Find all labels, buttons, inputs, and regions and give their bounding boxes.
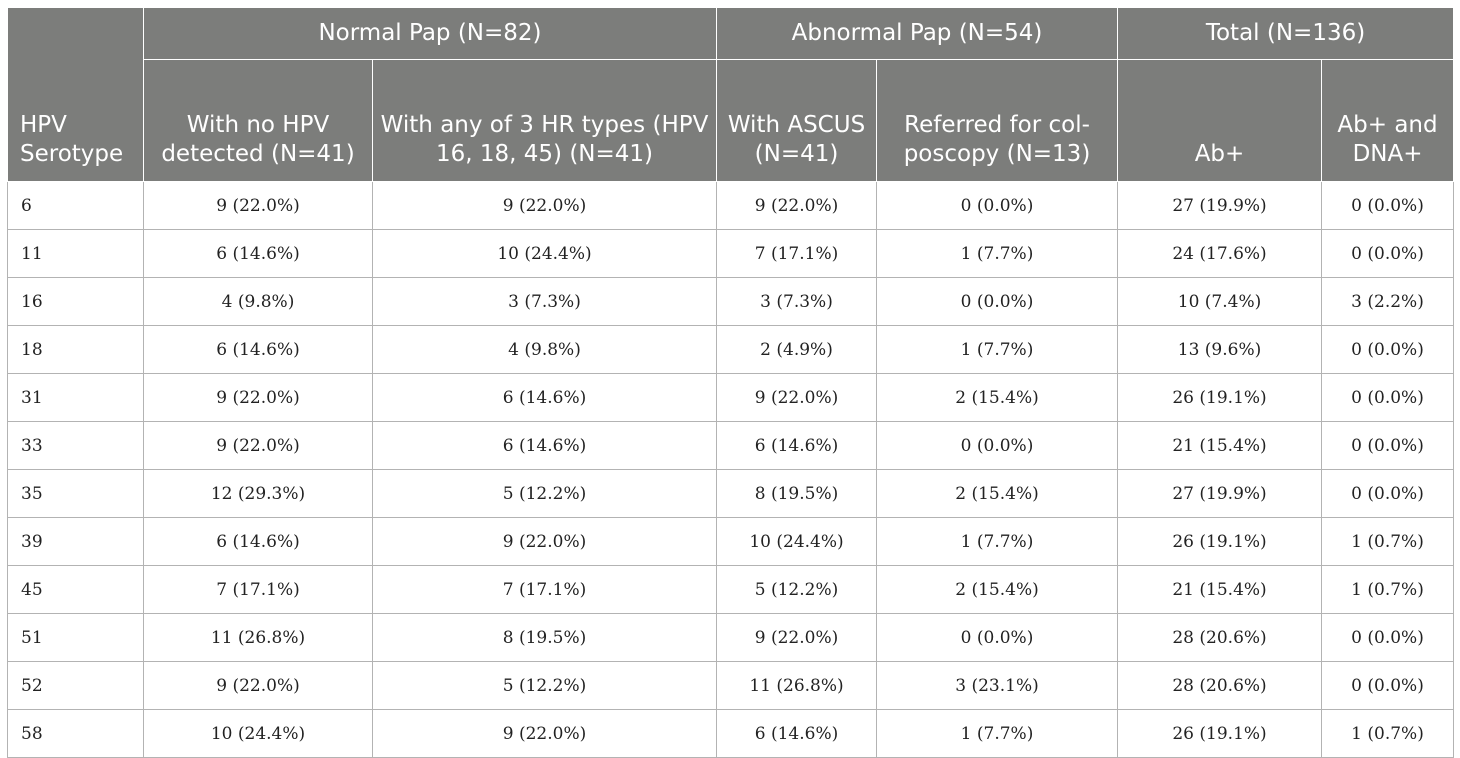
table-row bbox=[8, 278, 1454, 326]
no-hpv-cell: 7 (17.1%) bbox=[144, 566, 373, 614]
no-hpv-cell: 6 (14.6%) bbox=[144, 518, 373, 566]
ab-positive-cell: 28 (20.6%) bbox=[1118, 662, 1322, 710]
hpv-serotype-header: HPV Serotype bbox=[8, 8, 144, 182]
table-row bbox=[8, 422, 1454, 470]
ascus-cell: 7 (17.1%) bbox=[717, 230, 877, 278]
table-row bbox=[8, 566, 1454, 614]
ascus-cell: 5 (12.2%) bbox=[717, 566, 877, 614]
table-container bbox=[7, 7, 1454, 758]
hr-types-cell: 9 (22.0%) bbox=[373, 710, 717, 758]
ascus-cell: 10 (24.4%) bbox=[717, 518, 877, 566]
col-header-colposcopy: Referred for col-poscopy (N=13) bbox=[877, 60, 1118, 182]
colposcopy-cell: 2 (15.4%) bbox=[877, 374, 1118, 422]
group-header-total: Total (N=136) bbox=[1118, 8, 1454, 60]
subcolumn-header-row bbox=[8, 60, 1454, 182]
col-header-ascus: With ASCUS (N=41) bbox=[717, 60, 877, 182]
no-hpv-cell: 4 (9.8%) bbox=[144, 278, 373, 326]
ab-positive-cell: 28 (20.6%) bbox=[1118, 614, 1322, 662]
ascus-cell: 6 (14.6%) bbox=[717, 710, 877, 758]
ab-dna-positive-cell: 1 (0.7%) bbox=[1322, 566, 1454, 614]
no-hpv-cell: 6 (14.6%) bbox=[144, 230, 373, 278]
no-hpv-cell: 11 (26.8%) bbox=[144, 614, 373, 662]
hr-types-cell: 4 (9.8%) bbox=[373, 326, 717, 374]
table-row bbox=[8, 326, 1454, 374]
ab-dna-positive-cell: 0 (0.0%) bbox=[1322, 614, 1454, 662]
ab-dna-positive-cell: 1 (0.7%) bbox=[1322, 710, 1454, 758]
serotype-cell: 45 bbox=[8, 566, 144, 614]
hr-types-cell: 6 (14.6%) bbox=[373, 374, 717, 422]
col-header-ab-dna-positive: Ab+ and DNA+ bbox=[1322, 60, 1454, 182]
ab-positive-cell: 26 (19.1%) bbox=[1118, 518, 1322, 566]
serotype-cell: 6 bbox=[8, 182, 144, 230]
table-row bbox=[8, 182, 1454, 230]
ab-positive-cell: 26 (19.1%) bbox=[1118, 374, 1322, 422]
hr-types-cell: 3 (7.3%) bbox=[373, 278, 717, 326]
ascus-cell: 9 (22.0%) bbox=[717, 374, 877, 422]
col-header-hr-types: With any of 3 HR types (HPV 16, 18, 45) (N=41) bbox=[373, 60, 717, 182]
ab-dna-positive-cell: 0 (0.0%) bbox=[1322, 374, 1454, 422]
ab-positive-cell: 27 (19.9%) bbox=[1118, 470, 1322, 518]
ab-dna-positive-cell: 0 (0.0%) bbox=[1322, 230, 1454, 278]
hr-types-cell: 9 (22.0%) bbox=[373, 182, 717, 230]
no-hpv-cell: 6 (14.6%) bbox=[144, 326, 373, 374]
no-hpv-cell: 10 (24.4%) bbox=[144, 710, 373, 758]
serotype-cell: 31 bbox=[8, 374, 144, 422]
ab-positive-cell: 13 (9.6%) bbox=[1118, 326, 1322, 374]
serotype-cell: 35 bbox=[8, 470, 144, 518]
serotype-cell: 51 bbox=[8, 614, 144, 662]
group-header-abnormal-pap: Abnormal Pap (N=54) bbox=[717, 8, 1118, 60]
ab-positive-cell: 21 (15.4%) bbox=[1118, 422, 1322, 470]
ab-dna-positive-cell: 0 (0.0%) bbox=[1322, 326, 1454, 374]
hr-types-cell: 6 (14.6%) bbox=[373, 422, 717, 470]
table-body bbox=[8, 182, 1454, 758]
colposcopy-cell: 0 (0.0%) bbox=[877, 422, 1118, 470]
ab-positive-cell: 26 (19.1%) bbox=[1118, 710, 1322, 758]
hr-types-cell: 8 (19.5%) bbox=[373, 614, 717, 662]
table-row bbox=[8, 710, 1454, 758]
colposcopy-cell: 1 (7.7%) bbox=[877, 710, 1118, 758]
hr-types-cell: 7 (17.1%) bbox=[373, 566, 717, 614]
group-header-normal-pap: Normal Pap (N=82) bbox=[144, 8, 717, 60]
col-header-ab-positive: Ab+ bbox=[1118, 60, 1322, 182]
colposcopy-cell: 1 (7.7%) bbox=[877, 326, 1118, 374]
no-hpv-cell: 9 (22.0%) bbox=[144, 422, 373, 470]
ab-dna-positive-cell: 0 (0.0%) bbox=[1322, 182, 1454, 230]
ascus-cell: 6 (14.6%) bbox=[717, 422, 877, 470]
serotype-cell: 18 bbox=[8, 326, 144, 374]
ascus-cell: 3 (7.3%) bbox=[717, 278, 877, 326]
table-row bbox=[8, 518, 1454, 566]
serotype-cell: 58 bbox=[8, 710, 144, 758]
ascus-cell: 9 (22.0%) bbox=[717, 614, 877, 662]
colposcopy-cell: 0 (0.0%) bbox=[877, 278, 1118, 326]
table-row bbox=[8, 614, 1454, 662]
colposcopy-cell: 3 (23.1%) bbox=[877, 662, 1118, 710]
serotype-cell: 33 bbox=[8, 422, 144, 470]
serotype-cell: 16 bbox=[8, 278, 144, 326]
ab-dna-positive-cell: 0 (0.0%) bbox=[1322, 470, 1454, 518]
ab-positive-cell: 24 (17.6%) bbox=[1118, 230, 1322, 278]
no-hpv-cell: 9 (22.0%) bbox=[144, 662, 373, 710]
table-row bbox=[8, 662, 1454, 710]
serotype-cell: 39 bbox=[8, 518, 144, 566]
ab-positive-cell: 27 (19.9%) bbox=[1118, 182, 1322, 230]
hr-types-cell: 10 (24.4%) bbox=[373, 230, 717, 278]
hr-types-cell: 9 (22.0%) bbox=[373, 518, 717, 566]
no-hpv-cell: 12 (29.3%) bbox=[144, 470, 373, 518]
hr-types-cell: 5 (12.2%) bbox=[373, 662, 717, 710]
serotype-cell: 11 bbox=[8, 230, 144, 278]
colposcopy-cell: 0 (0.0%) bbox=[877, 614, 1118, 662]
ab-dna-positive-cell: 3 (2.2%) bbox=[1322, 278, 1454, 326]
colposcopy-cell: 2 (15.4%) bbox=[877, 566, 1118, 614]
colposcopy-cell: 2 (15.4%) bbox=[877, 470, 1118, 518]
ab-positive-cell: 21 (15.4%) bbox=[1118, 566, 1322, 614]
no-hpv-cell: 9 (22.0%) bbox=[144, 374, 373, 422]
ascus-cell: 9 (22.0%) bbox=[717, 182, 877, 230]
table-row bbox=[8, 374, 1454, 422]
colposcopy-cell: 1 (7.7%) bbox=[877, 230, 1118, 278]
serotype-cell: 52 bbox=[8, 662, 144, 710]
table-row bbox=[8, 470, 1454, 518]
col-header-no-hpv: With no HPV detected (N=41) bbox=[144, 60, 373, 182]
ab-dna-positive-cell: 0 (0.0%) bbox=[1322, 662, 1454, 710]
no-hpv-cell: 9 (22.0%) bbox=[144, 182, 373, 230]
ab-positive-cell: 10 (7.4%) bbox=[1118, 278, 1322, 326]
hpv-serotype-table bbox=[7, 7, 1454, 758]
group-header-row bbox=[8, 8, 1454, 60]
ab-dna-positive-cell: 0 (0.0%) bbox=[1322, 422, 1454, 470]
ascus-cell: 11 (26.8%) bbox=[717, 662, 877, 710]
ascus-cell: 8 (19.5%) bbox=[717, 470, 877, 518]
hr-types-cell: 5 (12.2%) bbox=[373, 470, 717, 518]
colposcopy-cell: 0 (0.0%) bbox=[877, 182, 1118, 230]
table-row bbox=[8, 230, 1454, 278]
ascus-cell: 2 (4.9%) bbox=[717, 326, 877, 374]
ab-dna-positive-cell: 1 (0.7%) bbox=[1322, 518, 1454, 566]
colposcopy-cell: 1 (7.7%) bbox=[877, 518, 1118, 566]
